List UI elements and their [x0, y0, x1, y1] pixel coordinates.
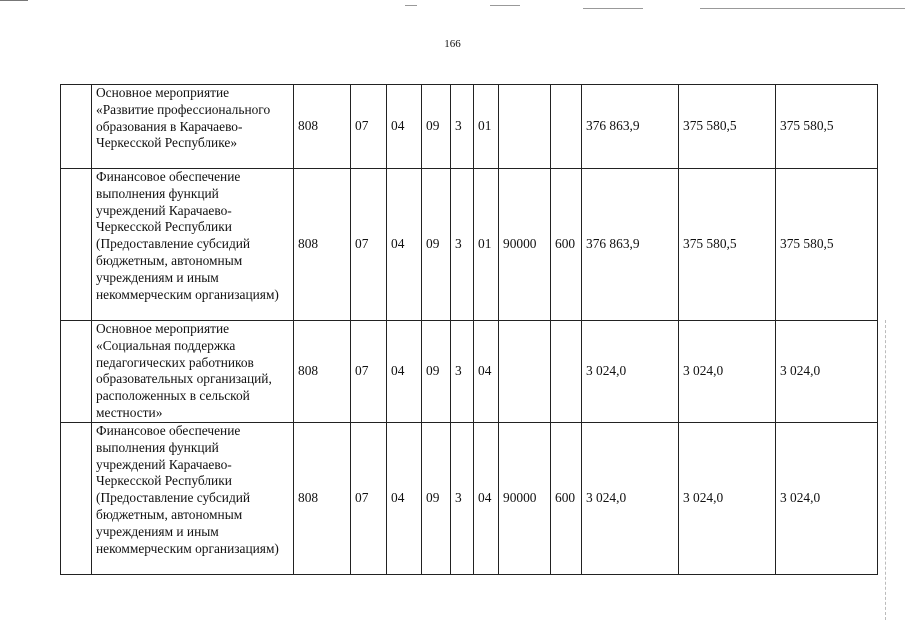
- blank-cell: [61, 85, 92, 169]
- table-row: [61, 169, 878, 321]
- subsection-code-cell: 04: [387, 169, 422, 321]
- ministry-code-cell: 808: [294, 85, 351, 169]
- blank-cell: [61, 169, 92, 321]
- subsection-code-cell: 04: [387, 321, 422, 423]
- section-code-cell: 07: [351, 169, 387, 321]
- direction-code-cell: 90000: [499, 169, 551, 321]
- blank-cell: [61, 423, 92, 575]
- section-code-cell: 07: [351, 321, 387, 423]
- expense-type-cell: [551, 85, 582, 169]
- ministry-code-cell: 808: [294, 169, 351, 321]
- budget-table: [60, 84, 878, 575]
- amount-year-3-cell: 375 580,5: [776, 169, 878, 321]
- activity-code-cell: 04: [474, 321, 499, 423]
- blank-cell: [61, 321, 92, 423]
- subprogram-code-cell: 3: [451, 321, 474, 423]
- ministry-code-cell: 808: [294, 321, 351, 423]
- direction-code-cell: 90000: [499, 423, 551, 575]
- table-row: [61, 321, 878, 423]
- section-code-cell: 07: [351, 85, 387, 169]
- amount-year-3-cell: 3 024,0: [776, 321, 878, 423]
- amount-year-2-cell: 375 580,5: [679, 169, 776, 321]
- table-row: [61, 85, 878, 169]
- scan-edge-marks: [885, 320, 887, 620]
- expense-type-cell: [551, 321, 582, 423]
- program-code-cell: 09: [422, 169, 451, 321]
- description-cell: Финансовое обеспечение выполнения функций учреждений Карачаево-Черкесской Республики (Предоставление субсидий бюджетным, автономным учреждениям и иным некоммерческим организациям): [92, 423, 294, 575]
- scan-margin-line: [0, 0, 28, 1]
- activity-code-cell: 04: [474, 423, 499, 575]
- subprogram-code-cell: 3: [451, 423, 474, 575]
- description-cell: Основное мероприятие «Развитие профессионального образования в Карачаево-Черкесской Республике»: [92, 85, 294, 169]
- page-number: 166: [444, 38, 461, 50]
- direction-code-cell: [499, 321, 551, 423]
- amount-year-3-cell: 375 580,5: [776, 85, 878, 169]
- amount-year-2-cell: 3 024,0: [679, 423, 776, 575]
- scan-margin-line: [405, 5, 417, 6]
- amount-year-1-cell: 3 024,0: [582, 423, 679, 575]
- activity-code-cell: 01: [474, 169, 499, 321]
- activity-code-cell: 01: [474, 85, 499, 169]
- description-cell: Основное мероприятие «Социальная поддержка педагогических работников образовательных организаций, расположенных в сельской местности»: [92, 321, 294, 423]
- subprogram-code-cell: 3: [451, 85, 474, 169]
- scan-margin-line: [583, 8, 643, 9]
- expense-type-cell: 600: [551, 423, 582, 575]
- program-code-cell: 09: [422, 321, 451, 423]
- scan-margin-line: [700, 8, 905, 9]
- amount-year-2-cell: 375 580,5: [679, 85, 776, 169]
- subprogram-code-cell: 3: [451, 169, 474, 321]
- section-code-cell: 07: [351, 423, 387, 575]
- amount-year-1-cell: 3 024,0: [582, 321, 679, 423]
- ministry-code-cell: 808: [294, 423, 351, 575]
- program-code-cell: 09: [422, 85, 451, 169]
- scan-margin-line: [490, 5, 520, 6]
- table-row: [61, 423, 878, 575]
- amount-year-1-cell: 376 863,9: [582, 169, 679, 321]
- amount-year-3-cell: 3 024,0: [776, 423, 878, 575]
- subsection-code-cell: 04: [387, 85, 422, 169]
- subsection-code-cell: 04: [387, 423, 422, 575]
- direction-code-cell: [499, 85, 551, 169]
- program-code-cell: 09: [422, 423, 451, 575]
- amount-year-1-cell: 376 863,9: [582, 85, 679, 169]
- description-cell: Финансовое обеспечение выполнения функций учреждений Карачаево-Черкесской Республики (Предоставление субсидий бюджетным, автономным учреждениям и иным некоммерческим организациям): [92, 169, 294, 321]
- amount-year-2-cell: 3 024,0: [679, 321, 776, 423]
- expense-type-cell: 600: [551, 169, 582, 321]
